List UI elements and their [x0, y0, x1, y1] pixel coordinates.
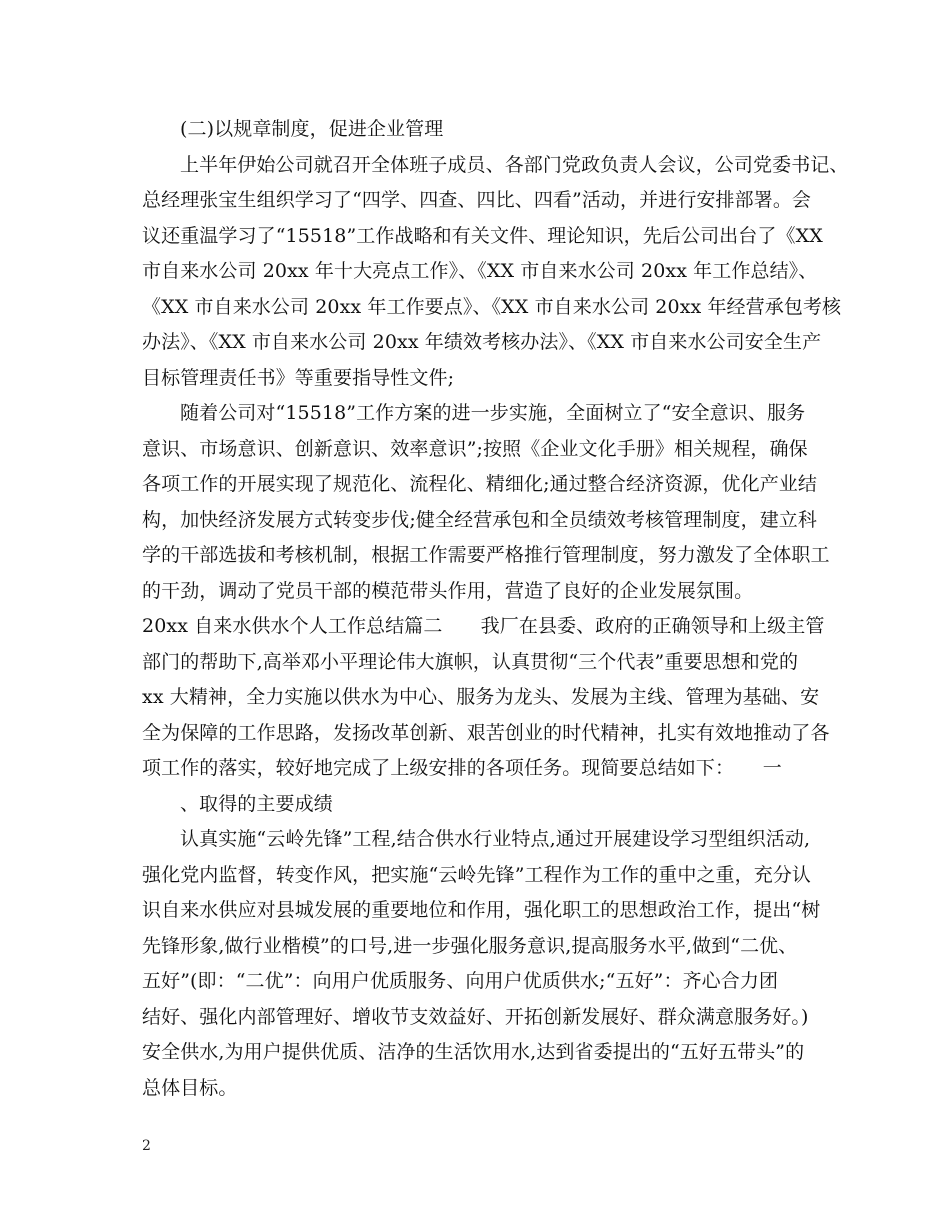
paragraph-line: 五好”(即：“二优”：向用户优质服务、向用户优质供水;“五好”：齐心合力团 — [142, 970, 779, 992]
paragraph-line: 部门的帮助下,高举邓小平理论伟大旗帜，认真贯彻“三个代表”重要思想和党的 — [142, 650, 799, 673]
paragraph-line: 结好、强化内部管理好、增收节支效益好、开拓创新发展好、群众满意服务好。) — [142, 1005, 809, 1028]
paragraph-line: 全为保障的工作思路，发扬改革创新、艰苦创业的时代精神，扎实有效地推动了各 — [142, 721, 830, 744]
paragraph-line: 上半年伊始公司就召开全体班子成员、各部门党政负责人会议，公司党委书记、 — [180, 153, 849, 176]
paragraph-line: 总经理张宝生组织学习了“四学、四查、四比、四看”活动，并进行安排部署。会 — [142, 189, 812, 211]
paragraph-line: 办法》、《XX 市自来水公司 20xx 年绩效考核办法》、《XX 市自来水公司安全生产 — [142, 331, 822, 353]
section-heading: (二)以规章制度，促进企业管理 — [180, 118, 444, 140]
paragraph-line: 安全供水,为用户提供优质、洁净的生活饮用水,达到省委提出的“五好五带头”的 — [142, 1041, 805, 1063]
paragraph-line: 项工作的落实，较好地完成了上级安排的各项任务。现简要总结如下： 一 — [142, 757, 782, 779]
paragraph-line: 的干劲，调动了党员干部的模范带头作用，营造了良好的企业发展氛围。 — [142, 579, 754, 602]
page-number: 2 — [142, 1138, 151, 1154]
paragraph-line: 议还重温学习了“15518”工作战略和有关文件、理论知识，先后公司出台了《XX — [142, 224, 823, 247]
paragraph-line: 各项工作的开展实现了规范化、流程化、精细化;通过整合经济资源，优化产业结 — [142, 473, 818, 495]
paragraph-line: 随着公司对“15518”工作方案的进一步实施，全面树立了“安全意识、服务 — [180, 402, 806, 424]
paragraph-line: xx 大精神，全力实施以供水为中心、服务为龙头、发展为主线、管理为基础、安 — [142, 686, 820, 708]
paragraph-line: 构，加快经济发展方式转变步伐;健全经营承包和全员绩效考核管理制度，建立科 — [142, 508, 818, 531]
paragraph-line: 学的干部选拔和考核机制，根据工作需要严格推行管理制度，努力激发了全体职工 — [142, 544, 830, 566]
paragraph-line: 认真实施“云岭先锋”工程,结合供水行业特点,通过开展建设学习型组织活动, — [180, 828, 811, 850]
paragraph-line: 市自来水公司 20xx 年十大亮点工作》、《XX 市自来水公司 20xx 年工作总结》、 — [142, 260, 818, 282]
paragraph-line: 意识、市场意识、创新意识、效率意识”;按照《企业文化手册》相关规程，确保 — [142, 437, 808, 460]
paragraph-line: 强化党内监督，转变作风，把实施“云岭先锋”工程作为工作的重中之重，充分认 — [142, 863, 812, 886]
document-body — [142, 112, 849, 1106]
paragraph-line: 总体目标。 — [142, 1076, 238, 1099]
paragraph-line: 《XX 市自来水公司 20xx 年工作要点》、《XX 市自来水公司 20xx 年经营承包考核 — [142, 295, 842, 318]
paragraph-line: 先锋形象,做行业楷模”的口号,进一步强化服务意识,提高服务水平,做到“二优、 — [142, 934, 798, 957]
subsection-heading: 、取得的主要成绩 — [180, 792, 333, 815]
paragraph-line: 目标管理责任书》等重要指导性文件; — [142, 366, 455, 389]
article-title-line: 20xx 自来水供水个人工作总结篇二 我厂在县委、政府的正确领导和上级主管 — [142, 615, 825, 637]
paragraph-line: 识自来水供应对县城发展的重要地位和作用，强化职工的思想政治工作，提出“树 — [142, 899, 821, 921]
